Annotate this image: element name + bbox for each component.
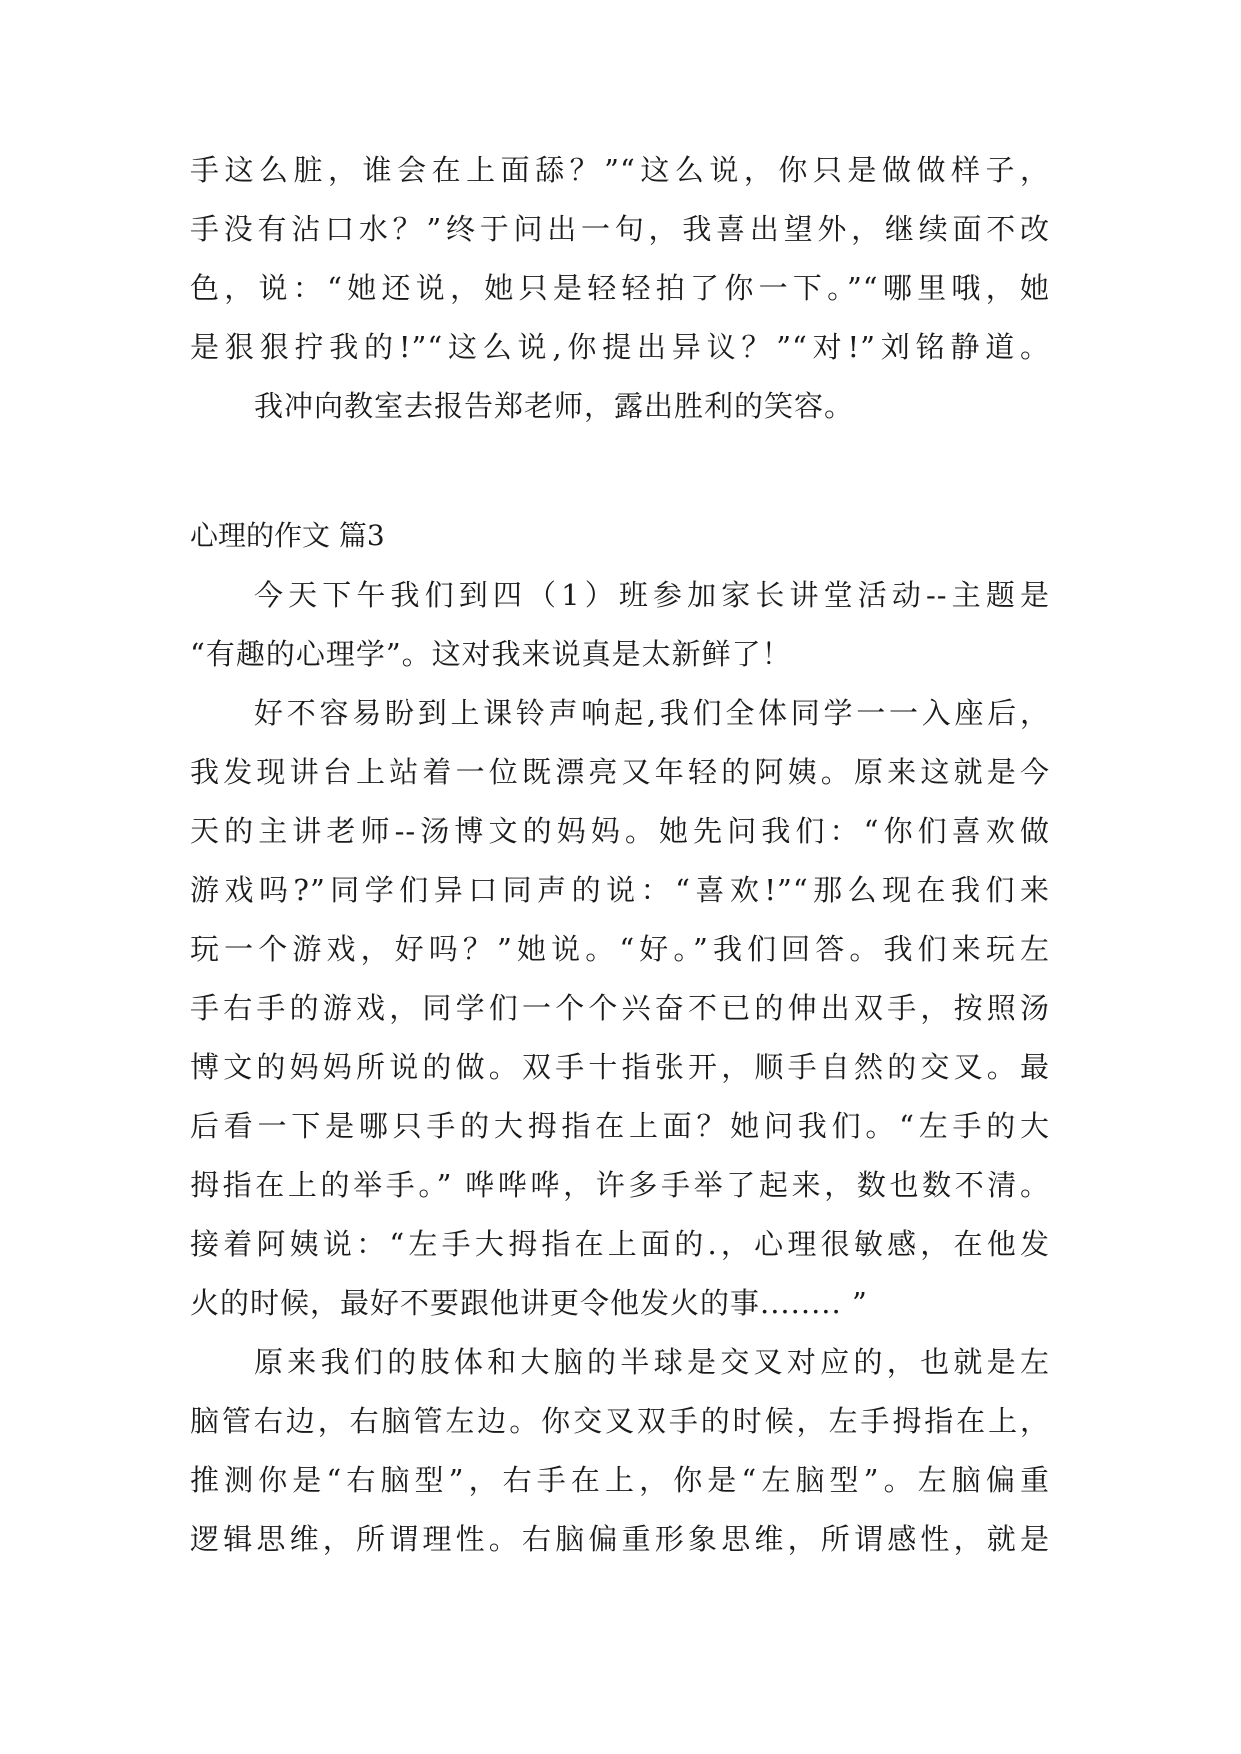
text-line: 手没有沾口水？”终于问出一句，我喜出望外，继续面不改 xyxy=(190,212,1050,246)
text-line: 我冲向教室去报告郑老师，露出胜利的笑容。 xyxy=(254,389,855,423)
text-line: 脑管右边，右脑管左边。你交叉双手的时候，左手拇指在上， xyxy=(190,1404,1050,1438)
text-line: 接着阿姨说：“左手大拇指在上面的.，心理很敏感，在他发 xyxy=(190,1227,1050,1261)
text-line: 手右手的游戏，同学们一个个兴奋不已的伸出双手，按照汤 xyxy=(190,991,1050,1025)
text-line: 玩一个游戏，好吗？”她说。“好。”我们回答。我们来玩左 xyxy=(190,932,1050,966)
text-line: 逻辑思维，所谓理性。右脑偏重形象思维，所谓感性，就是 xyxy=(190,1522,1050,1556)
text-line: 天的主讲老师--汤博文的妈妈。她先问我们：“你们喜欢做 xyxy=(190,814,1050,848)
text-line: 推测你是“右脑型”，右手在上，你是“左脑型”。左脑偏重 xyxy=(190,1463,1050,1497)
text-line: 原来我们的肢体和大脑的半球是交叉对应的，也就是左 xyxy=(254,1345,1050,1379)
text-line: 色，说：“她还说，她只是轻轻拍了你一下。”“哪里哦，她 xyxy=(190,271,1050,305)
text-line: 我发现讲台上站着一位既漂亮又年轻的阿姨。原来这就是今 xyxy=(190,755,1050,789)
text-line: 今天下午我们到四（1）班参加家长讲堂活动--主题是 xyxy=(254,578,1050,612)
text-line: 游戏吗?”同学们异口同声的说：“喜欢!”“那么现在我们来 xyxy=(190,873,1050,907)
text-line: 博文的妈妈所说的做。双手十指张开，顺手自然的交叉。最 xyxy=(190,1050,1050,1084)
text-line: 是狠狠拧我的!”“这么说,你提出异议？”“对!”刘铭静道。 xyxy=(190,330,1050,364)
text-line: 手这么脏，谁会在上面舔？”“这么说，你只是做做样子， xyxy=(190,153,1050,187)
text-line: 火的时候，最好不要跟他讲更令他发火的事........ ” xyxy=(190,1286,868,1320)
text-line: 好不容易盼到上课铃声响起,我们全体同学一一入座后， xyxy=(254,696,1050,730)
text-line: 后看一下是哪只手的大拇指在上面？她问我们。“左手的大 xyxy=(190,1109,1050,1143)
text-line: “有趣的心理学”。这对我来说真是太新鲜了！ xyxy=(190,637,792,671)
text-line: 拇指在上的举手。” 哗哗哗，许多手举了起来，数也数不清。 xyxy=(190,1168,1050,1202)
section-heading: 心理的作文 篇3 xyxy=(190,519,385,552)
